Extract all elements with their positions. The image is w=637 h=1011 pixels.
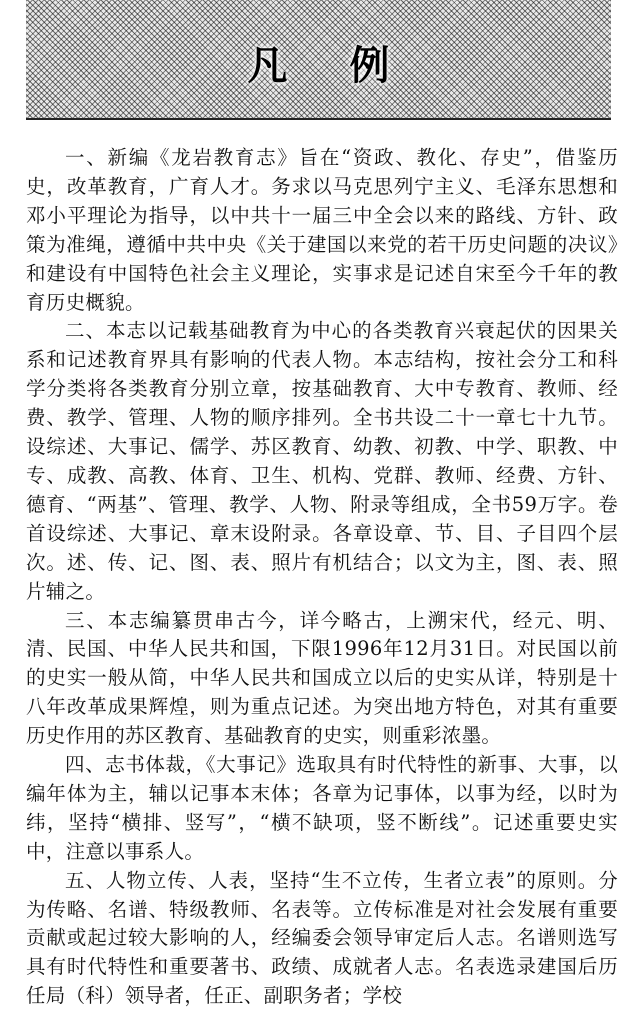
paragraph-4: 四、志书体裁，《大事记》选取具有时代特性的新事、大事，以编年体为主，辅以记事本末体；各章为记事体，以事为经，以时为纬，坚持“横排、竖写”，“横不缺项，竖不断线”。记述重要史实中，注意以事系人。 (26, 753, 618, 863)
paragraph-2: 二、本志以记载基础教育为中心的各类教育兴衰起伏的因果关系和记述教育界具有影响的代表人物。本志结构，按社会分工和科学分类将各类教育分别立章，按基础教育、大中专教育、教师、经费、教学、管理、人物的顺序排列。全书共设二十一章七十九节。设综述、大事记、儒学、苏区教育、幼教、初教、中学、职教、中专、成教、高教、体育、卫生、机构、党群、教师、经费、方针、德育、“两基”、管理、教学、人物、附录等组成，全书59万字。卷首设综述、大事记、章末设附录。各章设章、节、目、子目四个层次。述、传、记、图、表、照片有机结合；以文为主，图、表、照片辅之。 (26, 319, 618, 603)
page-title: 凡例 (247, 43, 452, 89)
document-body (26, 144, 618, 1011)
paragraph-3: 三、本志编纂贯串古今，详今略古，上溯宋代，经元、明、清、民国、中华人民共和国，下限1996年12月31日。对民国以前的史实一般从简，中华人民共和国成立以后的史实从详，特别是十八年改革成果辉煌，则为重点记述。为突出地方特色，对其有重要历史作用的苏区教育、基础教育的史实，则重彩浓墨。 (26, 608, 618, 748)
paragraph-1: 一、新编《龙岩教育志》旨在“资政、教化、存史”，借鉴历史，改革教育，广育人才。务求以马克思列宁主义、毛泽东思想和邓小平理论为指导，以中共十一届三中全会以来的路线、方针、政策为准绳，遵循中共中央《关于建国以来党的若干历史问题的决议》和建设有中国特色社会主义理论，实事求是记述自宋至今千年的教育历史概貌。 (26, 146, 618, 314)
title-banner (26, 0, 611, 120)
paragraph-5: 五、人物立传、人表，坚持“生不立传，生者立表”的原则。分为传略、名谱、特级教师、名表等。立传标准是对社会发展有重要贡献或起过较大影响的人，经编委会领导审定后人志。名谱则选写具有时代特性和重要著书、政绩、成就者人志。名表选录建国后历任局（科）领导者，任正、副职务者；学校 (26, 868, 618, 1008)
